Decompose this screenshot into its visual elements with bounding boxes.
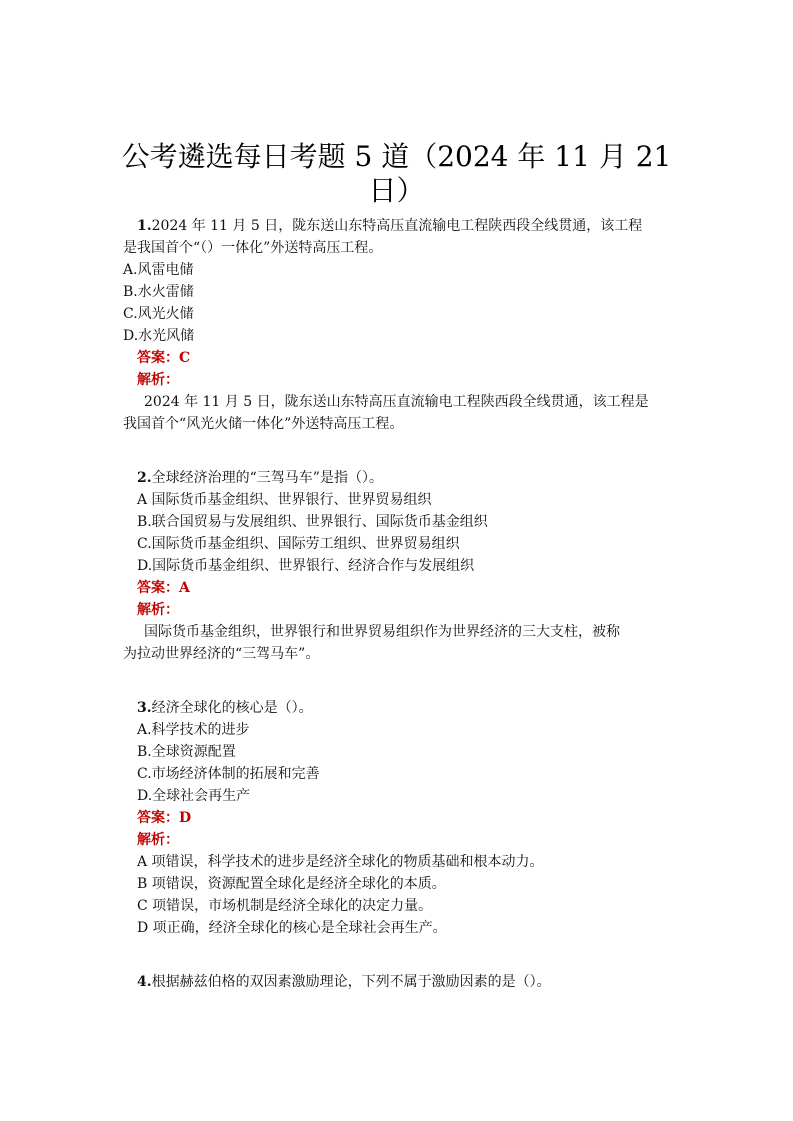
option-a: A.风雷电储 xyxy=(123,262,194,278)
analysis-line: C 项错误，市场机制是经济全球化的决定力量。 xyxy=(137,898,433,914)
question-3 xyxy=(137,697,697,939)
answer-line xyxy=(137,807,697,829)
analysis-text-continued: 我国首个“风光火储一体化”外送特高压工程。 xyxy=(123,416,404,432)
answer-value: D xyxy=(179,810,192,826)
question-number: 1. xyxy=(137,218,152,234)
option-c: C.风光火储 xyxy=(123,306,194,322)
question-stem: 根据赫兹伯格的双因素激励理论，下列不属于激励因素的是（）。 xyxy=(151,974,551,990)
question-2 xyxy=(123,467,697,665)
question-number: 2. xyxy=(137,470,152,486)
question-1 xyxy=(123,215,697,435)
option-d: D.全球社会再生产 xyxy=(137,788,251,804)
option-c: C.市场经济体制的拓展和完善 xyxy=(137,766,320,782)
analysis-text: 2024 年 11 月 5 日，陇东送山东特高压直流输电工程陕西段全线贯通，该工程是 xyxy=(144,394,649,410)
option-b: B.水火雷储 xyxy=(123,284,194,300)
question-list xyxy=(123,215,697,993)
question-4 xyxy=(137,971,697,993)
answer-value: C xyxy=(179,350,191,366)
analysis-line: A 项错误，科学技术的进步是经济全球化的物质基础和根本动力。 xyxy=(137,854,544,870)
answer-line xyxy=(137,577,697,599)
option-d: D.国际货币基金组织、世界银行、经济合作与发展组织 xyxy=(137,558,475,574)
analysis-line: D 项正确，经济全球化的核心是全球社会再生产。 xyxy=(137,920,447,936)
question-number: 3. xyxy=(137,700,152,716)
option-c: C.国际货币基金组织、国际劳工组织、世界贸易组织 xyxy=(137,536,460,552)
page-title: 公考遴选每日考题 5 道（2024 年 11 月 21 日） xyxy=(121,140,672,207)
option-b: B.全球资源配置 xyxy=(137,744,236,760)
answer-prefix: 答案： xyxy=(137,350,179,366)
answer-line xyxy=(137,347,697,369)
option-d: D.水光风储 xyxy=(123,328,195,344)
question-stem: 全球经济治理的“三驾马车”是指（）。 xyxy=(151,470,383,486)
answer-value: A xyxy=(179,580,190,596)
analysis-label: 解析： xyxy=(137,832,179,848)
question-stem: 2024 年 11 月 5 日，陇东送山东特高压直流输电工程陕西段全线贯通，该工程 xyxy=(151,218,643,234)
analysis-line: B 项错误，资源配置全球化是经济全球化的本质。 xyxy=(137,876,446,892)
question-stem: 经济全球化的核心是（）。 xyxy=(151,700,313,716)
analysis-label: 解析： xyxy=(137,372,179,388)
question-number: 4. xyxy=(137,974,152,990)
analysis-label: 解析： xyxy=(137,602,179,618)
analysis-text-continued: 为拉动世界经济的“三驾马车”。 xyxy=(123,646,320,662)
option-a: A 国际货币基金组织、世界银行、世界贸易组织 xyxy=(137,492,432,508)
option-a: A.科学技术的进步 xyxy=(137,722,250,738)
analysis-text: 国际货币基金组织，世界银行和世界贸易组织作为世界经济的三大支柱，被称 xyxy=(144,624,620,640)
option-b: B.联合国贸易与发展组织、世界银行、国际货币基金组织 xyxy=(137,514,488,530)
answer-prefix: 答案： xyxy=(137,810,179,826)
question-stem-continued: 是我国首个“（）一体化”外送特高压工程。 xyxy=(123,240,383,256)
answer-prefix: 答案： xyxy=(137,580,179,596)
